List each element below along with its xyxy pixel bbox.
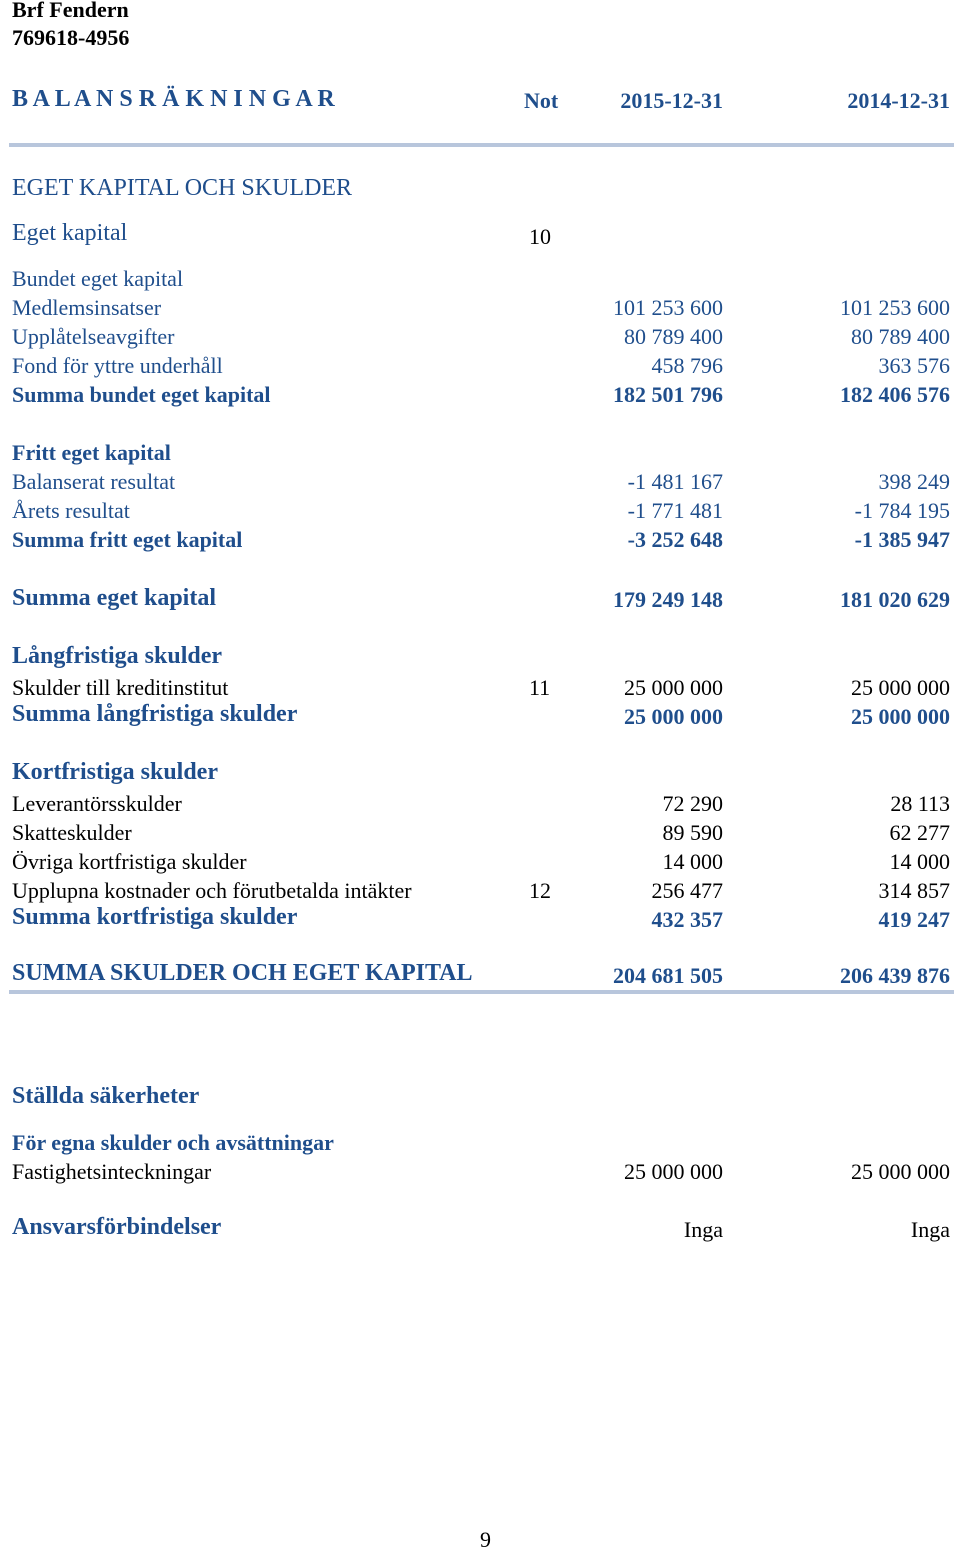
row-label: Fastighetsinteckningar <box>12 1159 212 1184</box>
row-value-2015: 256 477 <box>651 878 723 903</box>
sum-label: Summa fritt eget kapital <box>12 527 243 552</box>
page-title: B A L A N S R Ä K N I N G A R <box>12 86 335 112</box>
row-value-2015: 14 000 <box>662 849 723 874</box>
total-divider <box>9 990 954 994</box>
summa-eget-kapital-2015: 179 249 148 <box>613 587 723 612</box>
row-value-2015: 72 290 <box>662 791 723 816</box>
row-value-2014: 363 576 <box>878 353 950 378</box>
ansvar-label: Ansvarsförbindelser <box>12 1214 222 1240</box>
summa-eget-kapital-2014: 181 020 629 <box>840 587 950 612</box>
sum-value-2015: -3 252 648 <box>627 527 723 552</box>
row-value-2014: 25 000 000 <box>851 675 950 700</box>
page-number: 9 <box>480 1527 491 1552</box>
row-value-2014: 28 113 <box>890 791 950 816</box>
kortfristiga-heading: Kortfristiga skulder <box>12 759 218 785</box>
langfristiga-heading: Långfristiga skulder <box>12 643 223 669</box>
note-column-header: Not <box>524 88 559 113</box>
stallda-subheading: För egna skulder och avsättningar <box>12 1130 334 1155</box>
eget-kapital-note: 10 <box>529 224 551 249</box>
sum-value-2015: 25 000 000 <box>624 704 723 729</box>
row-value-2014: -1 784 195 <box>854 498 950 523</box>
sum-value-2015: 182 501 796 <box>613 382 723 407</box>
row-value-2014: 62 277 <box>889 820 950 845</box>
total-label: SUMMA SKULDER OCH EGET KAPITAL <box>12 960 473 986</box>
row-value-2015: -1 481 167 <box>627 469 723 494</box>
row-value-2015: 458 796 <box>651 353 723 378</box>
row-label: Upplåtelseavgifter <box>12 324 175 349</box>
fritt-heading: Fritt eget kapital <box>12 440 171 465</box>
bundet-heading: Bundet eget kapital <box>12 266 184 291</box>
sum-value-2014: -1 385 947 <box>854 527 950 552</box>
sum-value-2015: 432 357 <box>651 907 723 932</box>
total-value-2014: 206 439 876 <box>840 963 950 988</box>
sum-value-2014: 182 406 576 <box>840 382 950 407</box>
org-number: 769618-4956 <box>12 25 130 50</box>
row-value-2014: 25 000 000 <box>851 1159 950 1184</box>
ansvar-value-2014: Inga <box>910 1217 950 1242</box>
eget-kapital-heading: Eget kapital <box>12 220 128 246</box>
row-note: 12 <box>529 878 551 903</box>
row-value-2015: -1 771 481 <box>627 498 723 523</box>
total-value-2015: 204 681 505 <box>613 963 723 988</box>
sum-value-2014: 419 247 <box>878 907 950 932</box>
row-value-2014: 314 857 <box>878 878 950 903</box>
row-label: Medlemsinsatser <box>12 295 162 320</box>
row-value-2015: 25 000 000 <box>624 675 723 700</box>
section-title: EGET KAPITAL OCH SKULDER <box>12 175 353 201</box>
row-note: 11 <box>529 675 551 700</box>
sum-value-2014: 25 000 000 <box>851 704 950 729</box>
sum-label: Summa långfristiga skulder <box>12 701 298 727</box>
row-value-2014: 14 000 <box>889 849 950 874</box>
header-divider <box>9 143 954 147</box>
stallda-heading: Ställda säkerheter <box>12 1083 200 1109</box>
summa-eget-kapital-label: Summa eget kapital <box>12 585 216 611</box>
row-label: Skatteskulder <box>12 820 132 845</box>
row-value-2015: 89 590 <box>662 820 723 845</box>
row-label: Övriga kortfristiga skulder <box>12 849 247 874</box>
row-label: Skulder till kreditinstitut <box>12 675 229 700</box>
column-header-2015: 2015-12-31 <box>620 88 723 113</box>
row-label: Upplupna kostnader och förutbetalda intäkter <box>12 878 412 903</box>
row-value-2014: 101 253 600 <box>840 295 950 320</box>
row-value-2015: 25 000 000 <box>624 1159 723 1184</box>
row-value-2015: 80 789 400 <box>624 324 723 349</box>
row-label: Leverantörsskulder <box>12 791 182 816</box>
row-label: Årets resultat <box>12 498 130 523</box>
ansvar-value-2015: Inga <box>683 1217 723 1242</box>
row-value-2014: 80 789 400 <box>851 324 950 349</box>
row-value-2015: 101 253 600 <box>613 295 723 320</box>
row-label: Balanserat resultat <box>12 469 176 494</box>
column-header-2014: 2014-12-31 <box>847 88 950 113</box>
sum-label: Summa kortfristiga skulder <box>12 904 298 930</box>
org-name: Brf Fendern <box>12 0 129 22</box>
sum-label: Summa bundet eget kapital <box>12 382 271 407</box>
row-label: Fond för yttre underhåll <box>12 353 223 378</box>
row-value-2014: 398 249 <box>878 469 950 494</box>
